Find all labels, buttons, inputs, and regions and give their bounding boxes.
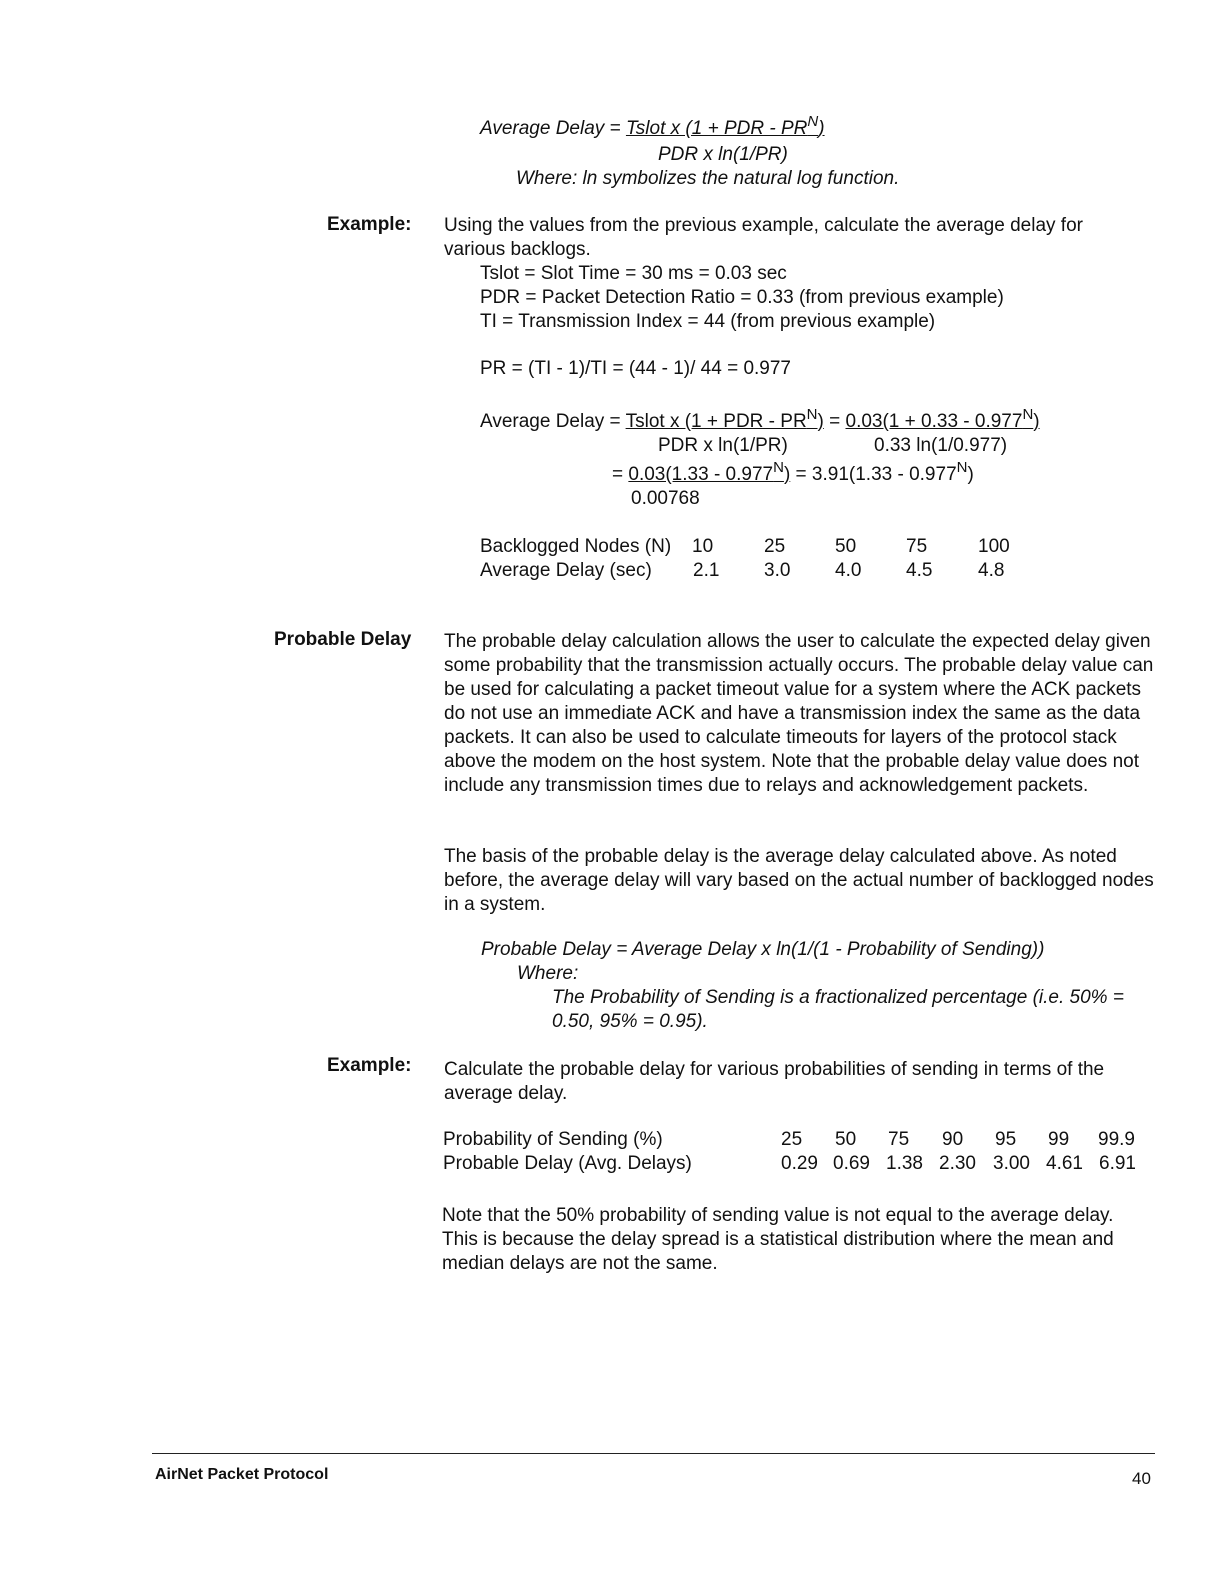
calc-numerator-2-close: ): [1033, 411, 1040, 432]
table-row-label: Backlogged Nodes (N): [480, 536, 672, 557]
table-cell: 75: [888, 1129, 910, 1150]
table-cell: 100: [978, 536, 1010, 557]
calc-line2-numerator-text: 0.03(1.33 - 0.977: [628, 464, 774, 485]
table-cell: 3.0: [764, 560, 791, 581]
probable-delay-where: Where:: [517, 963, 579, 984]
formula-where-note: Where: ln symbolizes the natural log function.: [516, 168, 900, 189]
table-cell: 50: [835, 536, 857, 557]
table-row-label: Probability of Sending (%): [443, 1129, 663, 1150]
table-cell: 95: [995, 1129, 1017, 1150]
table-cell: 25: [764, 536, 786, 557]
example-label-2: Example:: [327, 1055, 412, 1076]
probability-table-row-delay: [443, 1152, 1153, 1176]
formula-numerator-close: ): [818, 118, 825, 139]
calc-numerator-1-exponent: N: [806, 406, 818, 423]
table-cell: 10: [692, 536, 714, 557]
table-cell: 4.5: [906, 560, 933, 581]
tslot-definition: Tslot = Slot Time = 30 ms = 0.03 sec: [480, 263, 787, 284]
formula-numerator-exponent: N: [807, 113, 819, 130]
example-2-intro: Calculate the probable delay for various probabilities of sending in terms of the average delay.: [444, 1059, 1105, 1104]
calc-line2-result: = 3.91(1.33 - 0.977: [790, 464, 957, 485]
backlog-table-row-delay: [480, 559, 1040, 583]
table-cell: 2.30: [939, 1153, 976, 1174]
calc-denominator-2: 0.33 ln(1/0.977): [874, 435, 1008, 456]
probable-delay-paragraph-2: The basis of the probable delay is the average delay calculated above. As noted before, the average delay will vary based on the actual number of backlogged nodes in a system.: [444, 846, 1154, 915]
table-cell: 0.29: [781, 1153, 818, 1174]
table-cell: 4.0: [835, 560, 862, 581]
ti-definition: TI = Transmission Index = 44 (from previous example): [480, 311, 936, 332]
probable-delay-where-detail: The Probability of Sending is a fractionalized percentage (i.e. 50% = 0.50, 95% = 0.95).: [552, 987, 1124, 1032]
calc-lhs: Average Delay =: [480, 411, 626, 432]
table-cell: 4.61: [1046, 1153, 1083, 1174]
table-row-label: Probable Delay (Avg. Delays): [443, 1153, 692, 1174]
table-cell: 1.38: [886, 1153, 923, 1174]
table-row-label: Average Delay (sec): [480, 560, 652, 581]
table-cell: 75: [906, 536, 928, 557]
table-cell: 3.00: [993, 1153, 1030, 1174]
footer-rule: [152, 1453, 1155, 1454]
table-cell: 2.1: [693, 560, 720, 581]
example-intro: Using the values from the previous example, calculate the average delay for various backlogs.: [444, 215, 1083, 260]
formula-lhs: Average Delay =: [480, 118, 626, 139]
probability-table-row-sending: [443, 1128, 1153, 1152]
calc-equals: =: [823, 411, 846, 432]
calc-numerator-2-exponent: N: [1022, 406, 1034, 423]
calc-numerator-1: [625, 406, 824, 432]
table-cell: 4.8: [978, 560, 1005, 581]
calc-line2-equals: =: [612, 464, 629, 485]
calc-denominator-1: PDR x ln(1/PR): [658, 435, 788, 456]
calc-line2-result-exponent: N: [956, 459, 968, 476]
table-cell: 25: [781, 1129, 803, 1150]
page-number: 40: [1132, 1469, 1151, 1488]
footer-title: AirNet Packet Protocol: [155, 1466, 329, 1483]
probable-delay-formula: Probable Delay = Average Delay x ln(1/(1 - Probability of Sending)): [481, 939, 1045, 960]
average-delay-calc-line2: [612, 459, 974, 487]
calc-line2-numerator-exponent: N: [773, 459, 784, 476]
example-label: Example:: [327, 214, 412, 235]
calc-line2-numerator-close: ): [783, 464, 791, 485]
formula-numerator: [625, 113, 825, 139]
probable-delay-heading: Probable Delay: [274, 629, 412, 650]
calc-numerator-2-text: 0.03(1 + 0.33 - 0.977: [845, 411, 1023, 432]
calc-numerator-1-text: Tslot x (1 + PDR - PR: [625, 411, 807, 432]
probable-delay-paragraph-1: The probable delay calculation allows the user to calculate the expected delay given some probability that the transmission actually occurs. The probable delay value can be used for calculating a packet timeout value for a system where the ACK packets do not use an immediate ACK and have a transmission index the same as the data packets. It can also be used to calculate timeouts for layers of the protocol stack above the modem on the host system. Note that the probable delay value does not include any transmission times due to relays and acknowledgement packets.: [444, 631, 1154, 796]
example-2-note: Note that the 50% probability of sending value is not equal to the average delay. This is because the delay spread is a statistical distribution where the mean and median delays are not the same.: [442, 1205, 1114, 1274]
table-cell: 0.69: [833, 1153, 870, 1174]
formula-numerator-text: Tslot x (1 + PDR - PR: [625, 118, 808, 139]
calc-line2-result-close: ): [967, 464, 974, 485]
calc-numerator-1-close: ): [817, 411, 824, 432]
table-cell: 6.91: [1099, 1153, 1136, 1174]
pr-calculation: PR = (TI - 1)/TI = (44 - 1)/ 44 = 0.977: [480, 358, 791, 379]
table-cell: 99.9: [1098, 1129, 1135, 1150]
table-cell: 99: [1048, 1129, 1070, 1150]
table-cell: 90: [942, 1129, 964, 1150]
formula-denominator: PDR x ln(1/PR): [658, 144, 788, 165]
average-delay-calc-line1: [480, 406, 1040, 434]
average-delay-formula: [480, 113, 825, 141]
calc-line2-denominator: 0.00768: [631, 488, 700, 509]
calc-numerator-2: [845, 406, 1040, 432]
table-cell: 50: [835, 1129, 857, 1150]
pdr-definition: PDR = Packet Detection Ratio = 0.33 (from previous example): [480, 287, 1004, 308]
backlog-table-row-nodes: [480, 535, 1040, 559]
calc-line2-numerator: [628, 459, 791, 485]
